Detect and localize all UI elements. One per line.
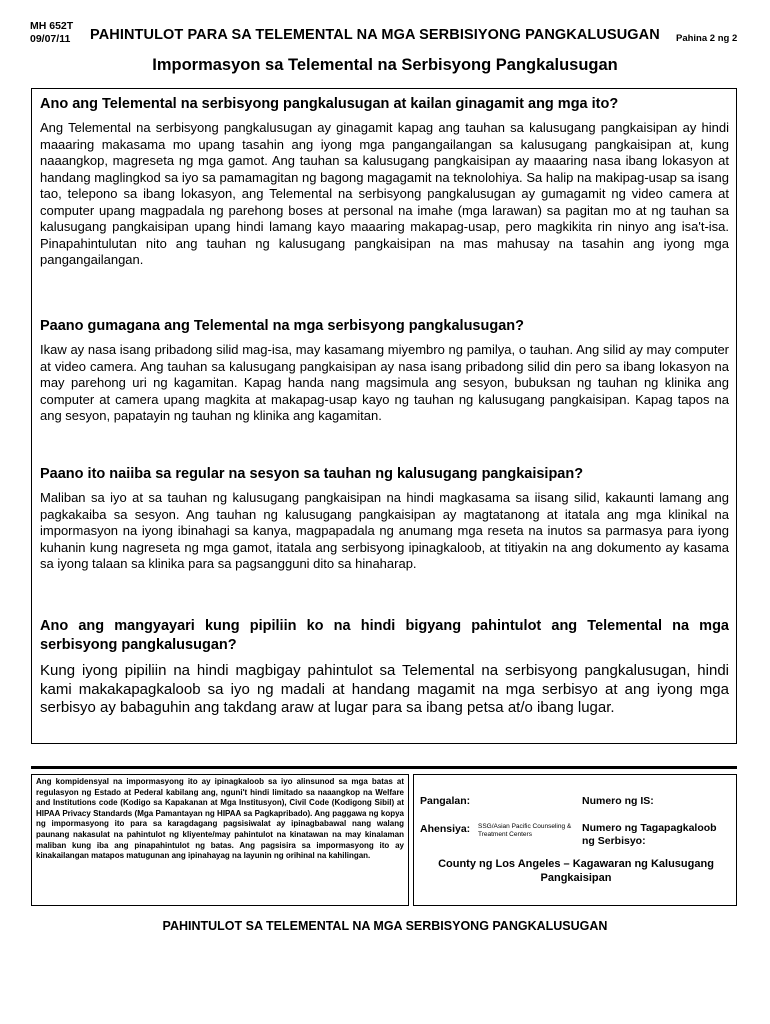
- is-number-label: Numero ng IS:: [582, 795, 654, 807]
- page-number: Pahina 2 ng 2: [676, 33, 738, 44]
- section-difference: [40, 465, 729, 573]
- section-refusal: [40, 617, 729, 718]
- confidentiality-notice: Ang kompidensyal na impormasyong ito ay ipinagkaloob sa iyo alinsunod sa mga batas at regulasyon ng Estado at Pederal kabilang ang, nguni't hindi limitado sa naaangkop na Welfare and Institutions code (Kodigo sa Kapakanan at Mga Institusyon), Civil Code (Kodigong Sibil) at HIPAA Privacy Standards (Mga Pamantayan ng HIPAA sa Pagkapribado). Ang paggawa ng kopya ng impormasyong ito para sa karagdagang pagsisiwalat ay ipinagbabawal nang walang paunang nakasulat na pahintulot ng kliyente/may pahintulot na kinatawan na may kinalaman maliban kung iba ang pinapahintulot ng batas. Ang pagsisira sa impormasyong ito ay kinakailangan matapos matugunan ang ipinahayag na layunin ng orihinal na kahilingan.: [31, 774, 409, 906]
- section-answer: Ang Telemental na serbisyong pangkalusugan ay ginagamit kapag ang tauhan sa kalusugang pangkaisipan ay hindi maaaring makasama mo upang tasahin ang iyong mga pangangailangan sa kalusugang pangkaisipan at, kung naaangkop, magreseta ng mga gamot. Ang tauhan sa kalusugang pangkaisipan ay maaaring nasa ibang lokasyon at handang maglingkod sa iyo sa pamamagitan ng bagong magagamit na teknolohiya. Sa halip na makipag-usap sa isang tao, telepono sa ibang lokasyon, ang Telemental na serbisyong pangkalusugan ay gumagamit ng video camera at computer upang magpadala ng parehong boses at personal na imahe (mga larawan) sa pagitan mo at ng tauhan sa kalusugang pangkaisipan upang hindi lamang kayo maaaring makapag-usap, pero magkikita rin ninyo ang isa't-isa. Pinapahintulutan nito ang tauhan ng kalusugang pangkaisipan na mas mahusay na tasahin ang iyong mga pangangailangan.: [40, 120, 729, 267]
- form-identifier: [30, 20, 73, 46]
- main-heading: Impormasyon sa Telemental na Serbisyong Pangkalusugan: [152, 56, 618, 74]
- section-answer: Ikaw ay nasa isang pribadong silid mag-isa, may kasamang miyembro ng pamilya, o tauhan. Ang silid ay may computer at video camera. Ang tauhan sa kalusugang pangkaisipan ay nasa isang pribadong silid din pero sa ibang lokasyon na may parehong uri ng kagamitan. Kapag handa nang magsimula ang sesyon, bubuksan ng tauhan ng klinika ang computer at camera upang magkita at makapag-usap kayo ng tauhan ng kalusugang pangkaisipan. Kapag tapos na ang sesyon, papatayin ng tauhan ng klinika ang kagamitan.: [40, 342, 729, 423]
- section-answer: Kung iyong pipiliin na hindi magbigay pahintulot sa Telemental na serbisyong pangkalusugan, hindi kami makakapagkaloob sa iyo ng madali at handang magamit na mga serbisyo at ang iyong mga serbisyo ay babaguhin ang takdang araw at lugar para sa ibang petsa at/o ibang lugar.: [40, 662, 729, 716]
- section-question: Paano gumagana ang Telemental na mga serbisyong pangkalusugan?: [40, 318, 524, 334]
- client-info-box: [413, 774, 737, 906]
- section-question: Ano ang mangyayari kung pipiliin ko na hindi bigyang pahintulot ang Telemental na mga serbisyong pangkalusugan?: [40, 618, 729, 653]
- footer-title: PAHINTULOT SA TELEMENTAL NA MGA SERBISYONG PANGKALUSUGAN: [162, 919, 608, 933]
- section-question: Ano ang Telemental na serbisyong pangkalusugan at kailan ginagamit ang mga ito?: [40, 96, 619, 112]
- section-what-is: [40, 95, 729, 269]
- document-title: PAHINTULOT PARA SA TELEMENTAL NA MGA SERBISIYONG PANGKALUSUGAN: [90, 27, 660, 43]
- section-answer: Maliban sa iyo at sa tauhan ng kalusugang pangkaisipan na hindi magkasama sa iisang silid, kakaunti lamang ang pagkakaiba sa sesyon. Ang tauhan ng kalusugang pangkaisipan ay magtatanong at itatala ang mga klinikal na impormasyon na iyong ibinahagi sa kanya, magpapadala ng anumang mga reseta na inutos sa parmasya para iyong kuhanin kung nagreseta ng mga gamot, itatala ang serbisyong ipinagkaloob, at titiyakin na ang dokumento ay kasama sa iyong talaan sa klinika para sa pagsangguni dito sa hinaharap.: [40, 490, 729, 571]
- provider-number-label: Numero ng Tagapagkaloob ng Serbisyo:: [582, 822, 717, 847]
- form-date: 09/07/11: [30, 33, 71, 45]
- county-department: County ng Los Angeles – Kagawaran ng Kalusugang Pangkaisipan: [438, 858, 714, 884]
- section-how-it-works: [40, 317, 729, 425]
- name-label: Pangalan:: [420, 795, 471, 807]
- form-number: MH 652T: [30, 20, 74, 32]
- separator-rule: [31, 766, 737, 769]
- section-question: Paano ito naiiba sa regular na sesyon sa tauhan ng kalusugang pangkaisipan?: [40, 466, 584, 482]
- agency-value: SSG/Asian Pacific Counseling & Treatment Centers: [478, 823, 572, 838]
- agency-label: Ahensiya:: [420, 823, 471, 835]
